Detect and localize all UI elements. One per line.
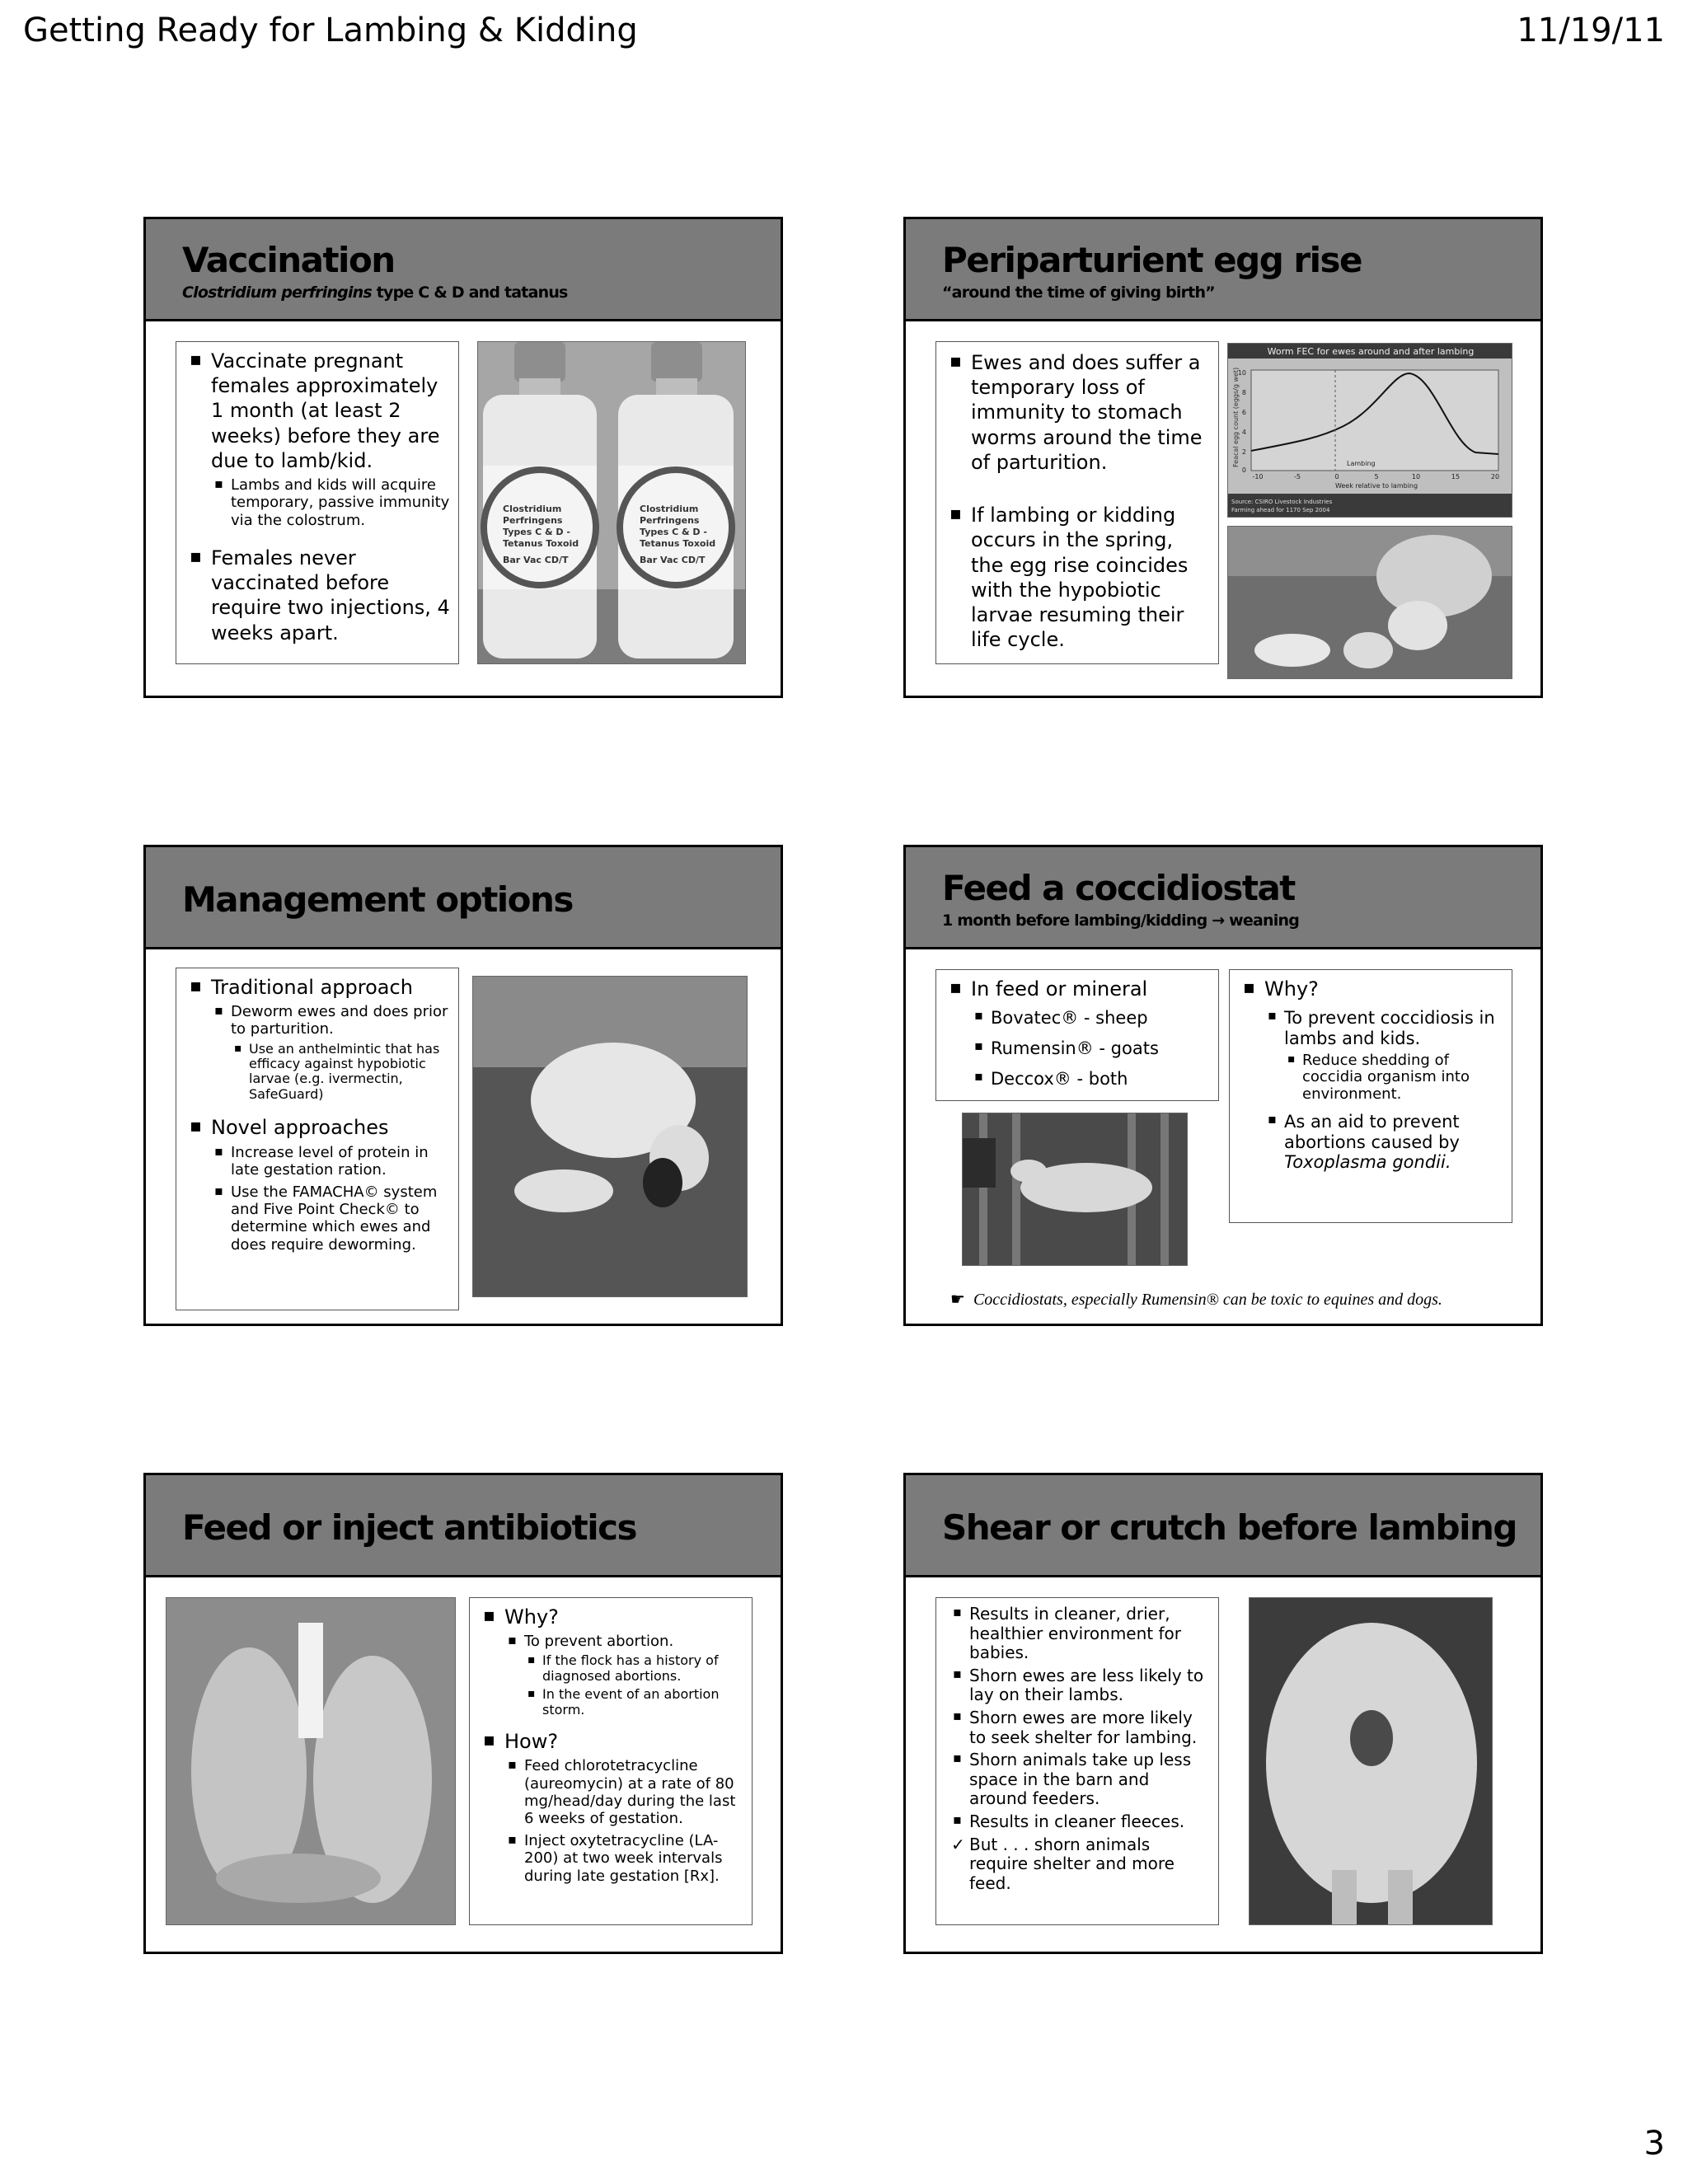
bullet-item: ▪ Results in cleaner fleeces. bbox=[950, 1812, 1210, 1832]
chart-xtick: -5 bbox=[1294, 473, 1301, 480]
bullet-box bbox=[935, 1597, 1219, 1925]
chart-ytick: 4 bbox=[1241, 429, 1246, 436]
chart-xtick: 20 bbox=[1490, 473, 1500, 480]
sub-bullet-item: ▪ Bovatec® - sheep bbox=[971, 1008, 1210, 1029]
sub-bullet-item: ▪ Increase level of protein in late gestation ration. bbox=[211, 1144, 450, 1179]
chart-xtick: -10 bbox=[1252, 473, 1264, 480]
bottle-label-text: Perfringens bbox=[503, 515, 563, 526]
ewes-lambs-photo bbox=[1227, 526, 1512, 679]
bullet-item: ▪ Shorn animals take up less space in the barn and around feeders. bbox=[950, 1750, 1210, 1809]
bullet-item: ▪ Shorn ewes are less likely to lay on their lambs. bbox=[950, 1666, 1210, 1705]
slide-title-band bbox=[906, 1475, 1540, 1577]
chart-xtick: 5 bbox=[1374, 473, 1379, 480]
chart-xtick: 10 bbox=[1411, 473, 1421, 480]
chart-ytick: 6 bbox=[1241, 409, 1246, 416]
chart-xtick: 0 bbox=[1334, 473, 1339, 480]
bottle-label-text: Clostridium bbox=[503, 504, 562, 514]
sub-bullet-item: ▪ Deworm ewes and does prior to parturition. ▪ Use an anthelmintic that has efficacy against hypobiotic larvae (e.g. ivermectin, SafeGuard) bbox=[211, 1003, 450, 1102]
slide-title-band bbox=[906, 219, 1540, 321]
sub-sub-bullet-item: ▪ Use an anthelmintic that has efficacy against hypobiotic larvae (e.g. ivermectin, SafeGuard) bbox=[231, 1042, 450, 1103]
bottle-label-text: Clostridium bbox=[640, 504, 699, 514]
sub-sub-bullet-item: ▪ Reduce shedding of coccidia organism into environment. bbox=[1284, 1052, 1503, 1104]
slide-subtitle: 1 month before lambing/kidding → weaning bbox=[942, 912, 1299, 930]
bottle-label-text: Tetanus Toxoid bbox=[503, 538, 579, 549]
document-date: 11/19/11 bbox=[1517, 12, 1665, 49]
chart-ylabel: Feacal egg count (eggs/g wet) bbox=[1232, 367, 1240, 467]
slide-title-band bbox=[146, 1475, 781, 1577]
bullet-item: ▪ Females never vaccinated before require two injections, 4 weeks apart. bbox=[190, 546, 450, 645]
bottle-label-text: Tetanus Toxoid bbox=[640, 538, 716, 549]
slide-title-band bbox=[146, 847, 781, 949]
bullet-item: ▪ Ewes and does suffer a temporary loss of immunity to stomach worms around the time of parturition. bbox=[950, 350, 1210, 475]
sub-bullet-item: ▪ Deccox® - both bbox=[971, 1069, 1210, 1090]
slide-shear bbox=[903, 1473, 1543, 1954]
slide-title: Periparturient egg rise bbox=[942, 240, 1362, 280]
check-item: ✓ But . . . shorn animals require shelter and more feed. bbox=[951, 1834, 1175, 1893]
chart-ytick: 0 bbox=[1241, 466, 1246, 474]
slide-title-band bbox=[146, 219, 781, 321]
crutched-ewe-photo bbox=[1249, 1597, 1493, 1925]
bullet-item: ▪ Why? ▪ To prevent abortion. ▪ If the flock has a history of diagnosed abortions. ▪ In the event of an abortion storm. bbox=[483, 1605, 743, 1718]
page-number: 3 bbox=[1643, 2125, 1665, 2163]
sub-sub-bullet-item: ▪ In the event of an abortion storm. bbox=[524, 1687, 743, 1718]
bottle-label-text: Perfringens bbox=[640, 515, 700, 526]
goats-grazing-photo bbox=[472, 976, 748, 1297]
slide-title: Feed a coccidiostat bbox=[942, 868, 1295, 908]
chart-xlabel: Week relative to lambing bbox=[1334, 482, 1418, 490]
slide-management-options bbox=[143, 845, 783, 1326]
goat-feeder-photo bbox=[962, 1113, 1188, 1266]
bullet-item: ▪ Novel approaches ▪ Increase level of protein in late gestation ration. ▪ Use the FAMACHA© system and Five Point Check© to determine which ewes and does require deworming. bbox=[190, 1115, 450, 1254]
chart-ytick: 2 bbox=[1241, 448, 1246, 456]
chart-source: Farming ahead for 1170 Sep 2004 bbox=[1231, 507, 1330, 513]
bottle-label-text: Types C & D - bbox=[503, 527, 570, 537]
bottle-label-text: Types C & D - bbox=[640, 527, 707, 537]
bullet-item: ▪ In feed or mineral ▪ Bovatec® - sheep ▪ Rumensin® - goats ▪ Deccox® - both bbox=[950, 977, 1210, 1090]
slide-title-band bbox=[906, 847, 1540, 949]
chart-marker-label: Lambing bbox=[1347, 460, 1376, 467]
slide-title: Vaccination bbox=[182, 240, 395, 280]
bullet-item: ▪ Traditional approach ▪ Deworm ewes and does prior to parturition. ▪ Use an anthelmintic that has efficacy against hypobiotic larvae (e.g. ivermectin, SafeGuard) bbox=[190, 975, 450, 1102]
pointing-hand-icon: ☛ bbox=[950, 1291, 965, 1309]
sub-bullet-item: ▪ Rumensin® - goats bbox=[971, 1038, 1210, 1059]
chart-ytick: 8 bbox=[1241, 389, 1246, 396]
slide-title: Management options bbox=[182, 879, 573, 920]
bullet-item: ▪ If lambing or kidding occurs in the spring, the egg rise coincides with the hypobiotic larvae resuming their life cycle. bbox=[950, 503, 1210, 652]
aborted-lambs-photo bbox=[166, 1597, 456, 1925]
fec-chart-image bbox=[1227, 343, 1512, 518]
chart-xtick: 15 bbox=[1451, 473, 1461, 480]
bullet-box-right bbox=[1229, 969, 1512, 1223]
chart-ytick: 10 bbox=[1237, 369, 1246, 377]
sub-bullet-item: ▪ Lambs and kids will acquire temporary, passive immunity via the colostrum. bbox=[211, 476, 450, 529]
vaccine-bottles-photo bbox=[477, 341, 746, 664]
sub-bullet-item: ▪ Use the FAMACHA© system and Five Point Check© to determine which ewes and does require deworming. bbox=[211, 1183, 450, 1254]
slide-egg-rise bbox=[903, 217, 1543, 698]
slide-subtitle: Clostridium perfringins type C & D and tatanus bbox=[182, 284, 568, 302]
bullet-box bbox=[935, 341, 1219, 664]
slide-coccidiostat bbox=[903, 845, 1543, 1326]
bullet-box bbox=[469, 1597, 753, 1925]
bullet-item: ▪ Vaccinate pregnant females approximately 1 month (at least 2 weeks) before they are due to lamb/kid. ▪ Lambs and kids will acquire temporary, passive immunity via the colostrum. bbox=[190, 349, 450, 529]
slide-subtitle: “around the time of giving birth” bbox=[942, 284, 1215, 302]
sub-bullet-item: ▪ To prevent coccidiosis in lambs and kids. ▪ Reduce shedding of coccidia organism into environment. bbox=[1264, 1008, 1503, 1104]
bullet-item: ▪ Why? ▪ To prevent coccidiosis in lambs and kids. ▪ Reduce shedding of coccidia organism into environment. ▪ As an aid to prevent abortions caused by Toxoplasma gondii. bbox=[1243, 977, 1503, 1173]
sub-sub-bullet-item: ▪ If the flock has a history of diagnosed abortions. bbox=[524, 1653, 743, 1684]
slide-title: Feed or inject antibiotics bbox=[182, 1507, 637, 1548]
slide-antibiotics bbox=[143, 1473, 783, 1954]
sub-bullet-item: ▪ Inject oxytetracycline (LA-200) at two week intervals during late gestation [Rx]. bbox=[504, 1832, 743, 1885]
sub-bullet-item: ▪ To prevent abortion. ▪ If the flock has a history of diagnosed abortions. ▪ In the event of an abortion storm. bbox=[504, 1633, 743, 1718]
slide-vaccination bbox=[143, 217, 783, 698]
chart-source: Source: CSIRO Livestock Industries bbox=[1231, 499, 1333, 505]
slide-title: Shear or crutch before lambing bbox=[942, 1507, 1517, 1548]
bullet-item: ▪ How? ▪ Feed chlorotetracycline (aureomycin) at a rate of 80 mg/head/day during the last 6 weeks of gestation. ▪ Inject oxytetracycline (LA-200) at two week intervals during late gestation [Rx]. bbox=[483, 1729, 743, 1885]
bullet-box bbox=[176, 968, 459, 1310]
document-title: Getting Ready for Lambing & Kidding bbox=[23, 12, 638, 49]
bullet-item: ▪ Results in cleaner, drier, healthier environment for babies. bbox=[950, 1605, 1210, 1663]
chart-title: Worm FEC for ewes around and after lambing bbox=[1267, 346, 1475, 357]
bullet-item: ▪ Shorn ewes are more likely to seek shelter for lambing. bbox=[950, 1708, 1210, 1747]
bottle-label-text: Bar Vac CD/T bbox=[640, 555, 706, 565]
bullet-box bbox=[176, 341, 459, 664]
bottle-label-text: Bar Vac CD/T bbox=[503, 555, 569, 565]
checkmark-icon: ✓ bbox=[951, 1834, 965, 1854]
sub-bullet-item: ▪ As an aid to prevent abortions caused by Toxoplasma gondii. bbox=[1264, 1112, 1503, 1173]
sub-bullet-item: ▪ Feed chlorotetracycline (aureomycin) at a rate of 80 mg/head/day during the last 6 weeks of gestation. bbox=[504, 1757, 743, 1827]
bullet-box-left bbox=[935, 969, 1219, 1101]
warning-note: ☛ Coccidiostats, especially Rumensin® can be toxic to equines and dogs. bbox=[950, 1291, 1442, 1309]
